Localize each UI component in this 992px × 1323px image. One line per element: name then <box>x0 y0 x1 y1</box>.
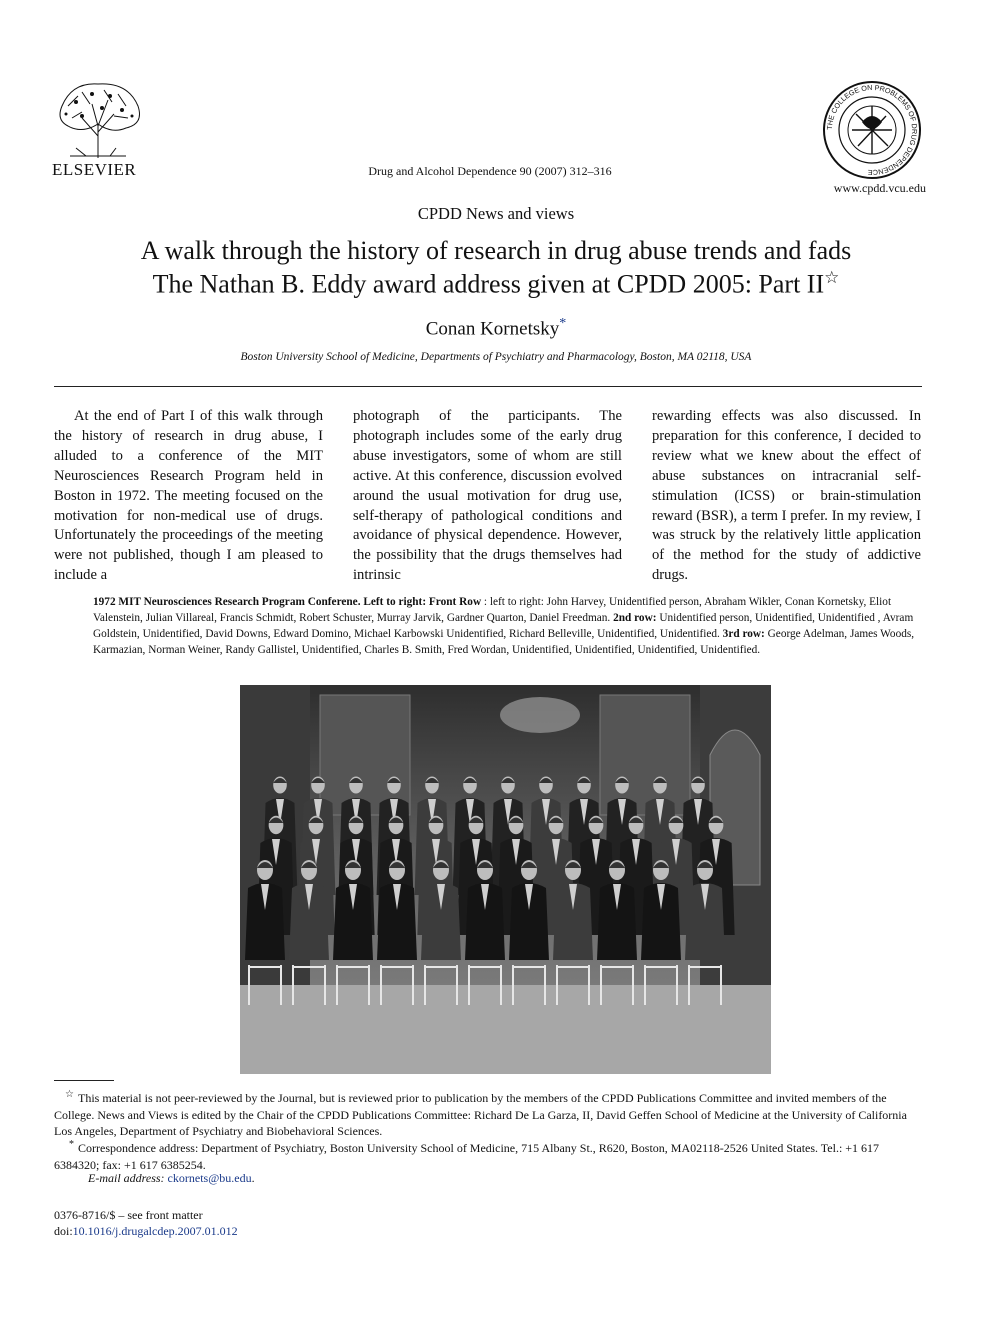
footnote-email <box>54 1170 924 1187</box>
body-column-2: photograph of the participants. The photograph includes some of the early drug abuse investigators, some of whom are still active. At this conference, discussion evolved around the usual motivation for drug use, self-therapy of pathological conditions and avoidance of physical dependence. However, the possibility that the drugs themselves had intrinsic <box>353 408 622 584</box>
publisher-name: ELSEVIER <box>52 160 137 179</box>
header-divider <box>54 386 922 387</box>
footnote-correspondence <box>54 1137 924 1173</box>
caption-bold-2: 2nd row: <box>613 612 657 624</box>
author-footnote-mark[interactable]: * <box>559 316 567 331</box>
caption-bold-1: 1972 MIT Neurosciences Research Program Conferene. Left to right: Front Row <box>93 596 482 608</box>
seal-ring-text: THE COLLEGE ON PROBLEMS OF DRUG DEPENDENCE <box>824 82 920 178</box>
caption-text-1: : left to right: John Harvey, Unidentified person, Abraham Wikler, Conan Kornetsky, Eliot Valenstein, Julian Villareal, Francis Schmidt, Robert Schuster, Murray Jarvik, Gardner Quarton, Daniel Freedman. <box>93 596 892 624</box>
footnote-star <box>54 1087 924 1140</box>
body-column-1: At the end of Part I of this walk through the history of research in drug abuse, I alluded to a conference of the MIT Neurosciences Research Program held in Boston in 1972. The meeting focused on the motivation for non-medical use of drugs. Unfortunately the proceedings of the meeting were not published, though I am pleased to include a <box>54 408 323 584</box>
email-label: E-mail address: <box>88 1171 165 1185</box>
author-name: Conan Kornetsky <box>425 318 560 340</box>
footnote-divider <box>54 1080 114 1081</box>
journal-citation: Drug and Alcohol Dependence 90 (2007) 312–316 <box>368 164 612 178</box>
footnote-correspondence-text: Correspondence address: Department of Psychiatry, Boston University School of Medicine, 715 Albany St., R620, Boston, MA02118-2526 United States. Tel.: +1 617 6384320; fax: +1 617 6385254. <box>54 1141 880 1172</box>
caption-bold-3: 3rd row: <box>722 628 765 640</box>
society-url[interactable]: www.cpdd.vcu.edu <box>833 181 926 195</box>
cpdd-seal-logo <box>822 80 922 180</box>
front-matter-note: 0376-8716/$ – see front matter <box>54 1208 203 1222</box>
body-column-3: rewarding effects was also discussed. In preparation for this conference, I decided to review what we knew about the effect of abuse substances on intracranial self-stimulation (ICSS) or brain-stimulation reward (BSR), a term I prefer. In my review, I was struck by the relatively little application of the method for the study of addictive drugs. <box>652 408 921 584</box>
article-title-line-1: A walk through the history of research in drug abuse trends and fads <box>140 236 852 265</box>
email-link[interactable]: ckornets@bu.edu <box>167 1171 252 1185</box>
doi-line <box>54 1224 238 1239</box>
group-photograph <box>240 685 771 1074</box>
email-end: . <box>251 1171 255 1185</box>
article-title-line-2 <box>0 268 992 300</box>
footnote-asterisk-symbol: * <box>69 1139 74 1150</box>
section-label: CPDD News and views <box>417 204 575 223</box>
footnote-star-symbol: ☆ <box>65 1089 74 1100</box>
caption-text-2: Unidentified person, Unidentified, Unidentified , Avram Goldstein, Unidentified, David Downs, Edward Domino, Michael Karbowski Unidentified, Richard Belleville, Unidentified, Unidentified. <box>93 612 914 640</box>
doi-link[interactable]: 10.1016/j.drugalcdep.2007.01.012 <box>72 1224 238 1238</box>
title-line-2-text: The Nathan B. Eddy award address given at CPDD 2005: Part II <box>152 269 825 299</box>
author-affiliation: Boston University School of Medicine, Departments of Psychiatry and Pharmacology, Boston, MA 02118, USA <box>240 351 752 363</box>
photo-caption <box>93 594 919 658</box>
title-footnote-star[interactable]: ☆ <box>824 268 840 287</box>
footnote-star-text: This material is not peer-reviewed by the Journal, but is reviewed prior to publication by the members of the CPDD Publications Committee and invited members of the College. News and Views is edited by the Chair of the CPDD Publications Committee: Richard De La Garza, II, David Geffen School of Medicine at the University of California Los Angeles, Department of Psychiatry and Biobehavioral Sciences. <box>54 1091 907 1138</box>
doi-prefix: doi: <box>54 1224 73 1238</box>
author-line <box>0 316 992 340</box>
caption-text-3: George Adelman, James Woods, Karmazian, Norman Weiner, Randy Gallistel, Unidentified, Charles B. Smith, Fred Wordan, Unidentified, Unidentified, Unidentified, Unidentified. <box>93 628 915 656</box>
